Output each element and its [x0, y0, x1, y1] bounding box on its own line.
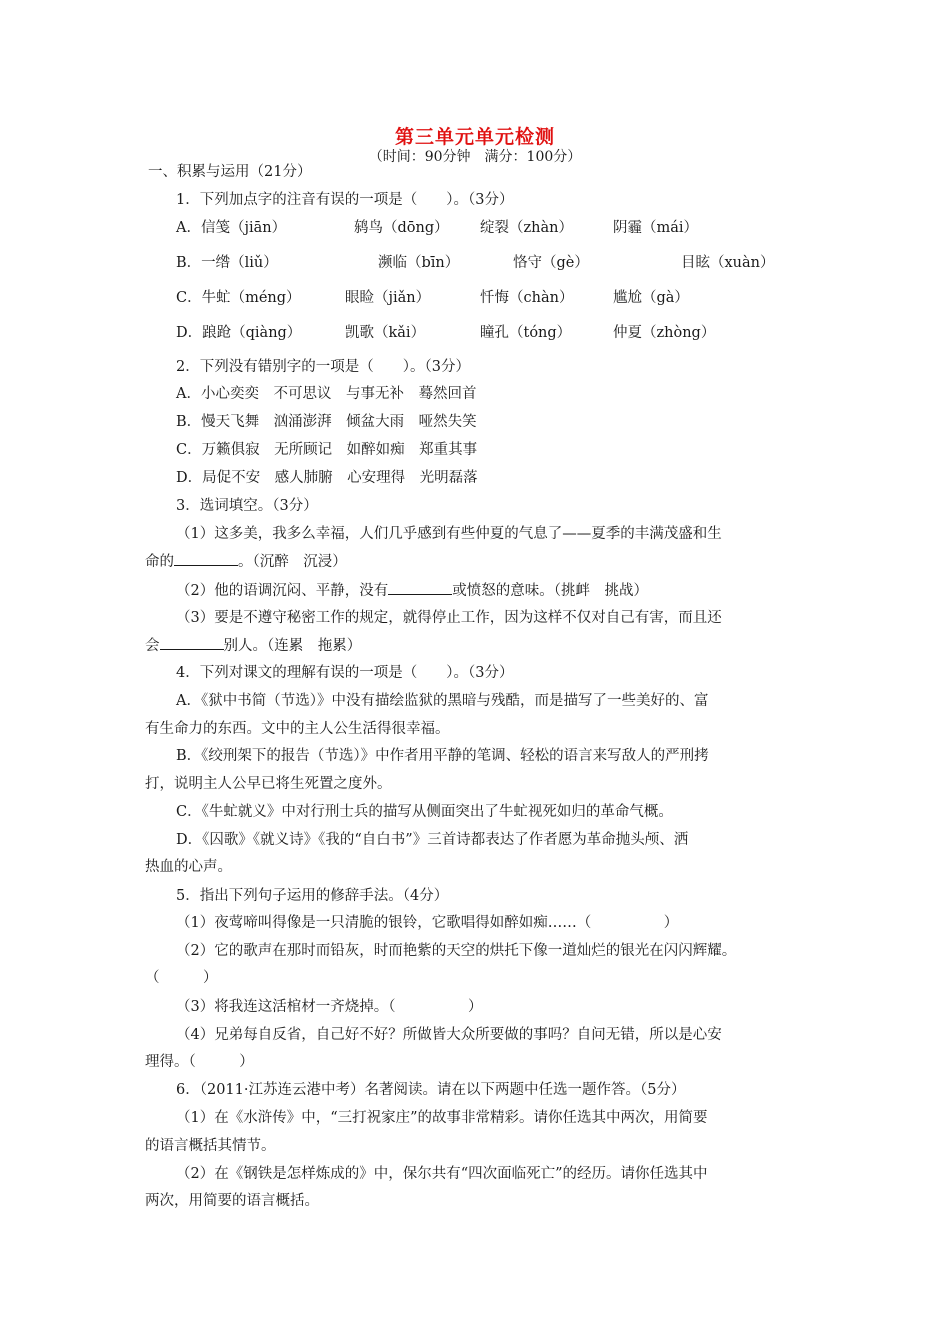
q5-sentence-cont: 理得。（ ）	[145, 1054, 254, 1070]
q1-option: 濒临（bīn）	[378, 255, 460, 271]
question-3-stem: 3．选词填空。（3分）	[176, 498, 318, 514]
fill-blank[interactable]	[160, 635, 224, 650]
q3-text: 命的	[145, 554, 174, 570]
q1-option: 凯歌（kǎi）	[345, 325, 426, 341]
q1-option: 目眩（xuàn）	[681, 255, 775, 271]
fill-blank[interactable]	[174, 551, 238, 566]
q3-text: （2）他的语调沉闷、平静，没有	[176, 583, 389, 599]
fill-blank[interactable]	[388, 580, 452, 595]
q3-text: 会	[145, 638, 160, 654]
q6-sentence-cont: 两次，用简要的语言概括。	[145, 1193, 319, 1209]
q5-sentence: （1）夜莺啼叫得像是一只清脆的银铃，它歌唱得如醉如痴……（ ）	[176, 915, 679, 931]
q3-sentence-cont	[145, 551, 347, 572]
q5-sentence: （2）它的歌声在那时而铅灰，时而艳紫的天空的烘托下像一道灿烂的银光在闪闪辉耀。	[176, 943, 737, 959]
q1-option: C．牛虻（méng）	[176, 290, 301, 306]
q5-sentence: （4）兄弟每自反省，自己好不好？所做皆大众所要做的事吗？自问无错，所以是心安	[176, 1027, 722, 1043]
q4-option: D．《囚歌》《就义诗》《我的“自白书”》三首诗都表达了作者愿为革命抛头颅、洒	[176, 832, 689, 848]
q4-option: B．《绞刑架下的报告（节选）》中作者用平静的笔调、轻松的语言来写敌人的严刑拷	[176, 748, 709, 764]
q5-sentence: （3）将我连这活棺材一齐烧掉。（ ）	[176, 999, 483, 1015]
q1-option: D．踉跄（qiàng）	[176, 325, 302, 341]
q3-sentence: （3）要是不遵守秘密工作的规定，就得停止工作，因为这样不仅对自己有害，而且还	[176, 610, 722, 626]
q3-text: 。（沉醉 沉浸）	[238, 554, 347, 570]
q2-option: D．局促不安 感人肺腑 心安理得 光明磊落	[176, 470, 478, 486]
page-subtitle: （时间：90分钟 满分：100分）	[368, 149, 582, 165]
q1-option: 尴尬（gà）	[613, 290, 689, 306]
section-heading: 一、积累与运用（21分）	[148, 164, 312, 180]
q6-sentence: （1）在《水浒传》中，“三打祝家庄”的故事非常精彩。请你任选其中两次，用简要	[176, 1110, 708, 1126]
q2-option: A．小心奕奕 不可思议 与事无补 蓦然回首	[176, 386, 477, 402]
q1-option: 鸫鸟（dōng）	[354, 220, 449, 236]
question-6-stem: 6．（2011·江苏连云港中考）名著阅读。请在以下两题中任选一题作答。（5分）	[176, 1082, 686, 1098]
q6-sentence: （2）在《钢铁是怎样炼成的》中，保尔共有“四次面临死亡”的经历。请你任选其中	[176, 1166, 708, 1182]
q6-sentence-cont: 的语言概括其情节。	[145, 1138, 276, 1154]
q1-option: 绽裂（zhàn）	[480, 220, 573, 236]
question-4-stem: 4．下列对课文的理解有误的一项是（ ）。（3分）	[176, 665, 514, 681]
q2-option: C．万籁俱寂 无所顾记 如醉如痴 郑重其事	[176, 442, 478, 458]
q4-option: A．《狱中书简（节选）》中没有描绘监狱的黑暗与残酷，而是描写了一些美好的、富	[176, 693, 709, 709]
q4-option-cont: 打，说明主人公早已将生死置之度外。	[145, 776, 392, 792]
q1-option: 阴霾（mái）	[613, 220, 699, 236]
page-title: 第三单元单元检测	[394, 126, 555, 148]
q3-sentence-cont	[145, 635, 361, 656]
question-2-stem: 2．下列没有错别字的一项是（ ）。（3分）	[176, 359, 470, 375]
q4-option-cont: 有生命力的东西。文中的主人公生活得很幸福。	[145, 721, 450, 737]
q5-answer-blank[interactable]: （ ）	[145, 970, 218, 986]
q1-option: 仲夏（zhòng）	[613, 325, 716, 341]
q1-option: 瞳孔（tóng）	[480, 325, 572, 341]
q4-option-cont: 热血的心声。	[145, 859, 232, 875]
question-5-stem: 5．指出下列句子运用的修辞手法。（4分）	[176, 888, 449, 904]
q3-sentence: （1）这多美，我多么幸福，人们几乎感到有些仲夏的气息了——夏季的丰满茂盛和生	[176, 526, 722, 542]
q1-option: A．信笺（jiān）	[176, 220, 287, 236]
q2-option: B．慢天飞舞 汹涌澎湃 倾盆大雨 哑然失笑	[176, 414, 477, 430]
q3-text: 或愤怒的意味。（挑衅 挑战）	[452, 583, 648, 599]
q4-option: C．《牛虻就义》中对行刑士兵的描写从侧面突出了牛虻视死如归的革命气概。	[176, 804, 673, 820]
question-1-stem: 1．下列加点字的注音有误的一项是（ ）。（3分）	[176, 192, 514, 208]
q1-option: 眼睑（jiǎn）	[345, 290, 431, 306]
q3-text: 别人。（连累 拖累）	[223, 638, 362, 654]
q1-option: 恪守（gè）	[513, 255, 589, 271]
q1-option: B．一绺（liǔ）	[176, 255, 278, 271]
q3-sentence	[176, 580, 648, 601]
q1-option: 忏悔（chàn）	[480, 290, 574, 306]
